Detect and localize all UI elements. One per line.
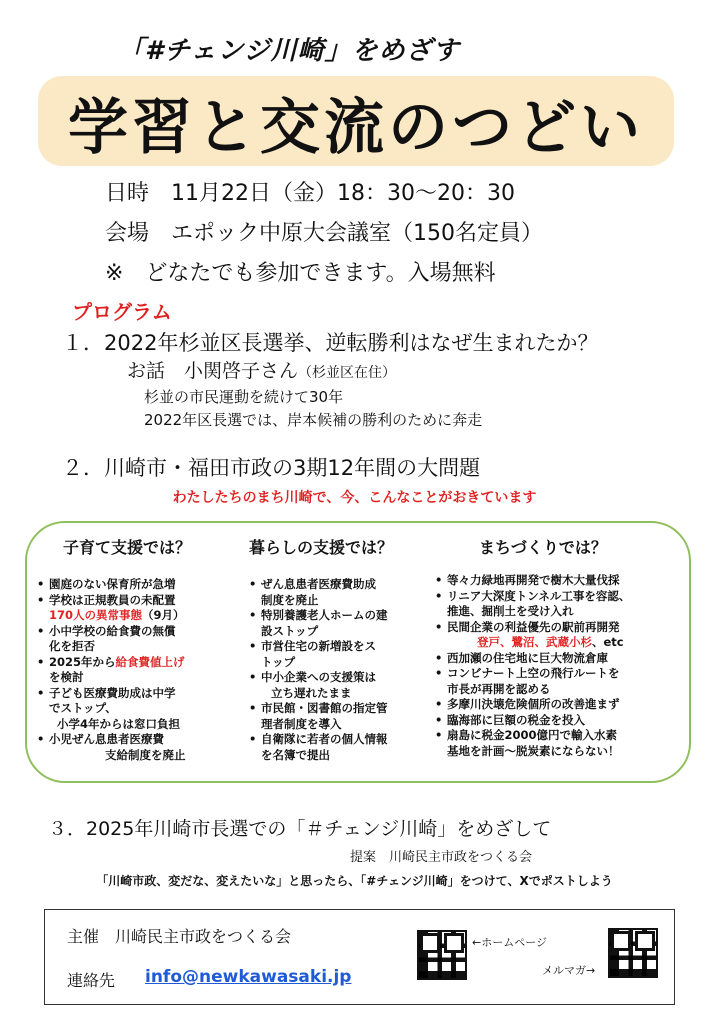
program-item-1: １．2022年杉並区長選挙、逆転勝利はなぜ生まれたか？ <box>62 331 599 355</box>
homepage-qr-code[interactable] <box>417 930 467 980</box>
list-item: • 特別養護老人ホームの建 設ストップ <box>249 608 388 639</box>
list-item: • 学校は正規教員の未配置 170人の異常事態（9月） <box>37 593 186 624</box>
event-subtitle: 「#チェンジ川崎」をめざす <box>118 36 460 66</box>
list-item: • 2025年から給食費値上げ を検討 <box>37 655 186 686</box>
event-datetime: 日時 11月22日（金）18：30～20：30 <box>105 181 515 206</box>
program-item-2: ２．川崎市・福田市政の3期12年間の大問題 <box>62 456 481 480</box>
list-item: • 西加瀬の住宅地に巨大物流倉庫 <box>435 651 630 667</box>
list-item: • ぜん息患者医療費助成 制度を廃止 <box>249 577 388 608</box>
contact-email-link[interactable]: info@newkawasaki.jp <box>145 967 352 987</box>
list-item: • 市民館・図書館の指定管 理者制度を導入 <box>249 701 388 732</box>
speaker-desc-2: 2022年区長選では、岸本候補の勝利のために奔走 <box>144 411 483 429</box>
event-title: 学習と交流のつどい <box>68 93 644 163</box>
list-item: • 民間企業の利益優先の駅前再開発 登戸、鷺沼、武蔵小杉、etc <box>435 620 630 651</box>
list-item: • コンビナート上空の飛行ルートを 市長が再開を認める <box>435 666 630 697</box>
list-item: • 小中学校の給食費の無償 化を拒否 <box>37 624 186 655</box>
list-item: • リニア大深度トンネル工事を容認、 推進、掘削土を受け入れ <box>435 589 630 620</box>
newsletter-qr-code[interactable] <box>608 928 658 978</box>
list-item: • 扇島に税金2000億円で輸入水素 基地を計画～脱炭素にならない！ <box>435 728 630 759</box>
list-item: • 等々力緑地再開発で樹木大量伐採 <box>435 573 630 589</box>
organizer-text: 主催 川崎民主市政をつくる会 <box>67 927 292 946</box>
list-item: • 園庭のない保育所が急増 <box>37 577 186 593</box>
homepage-label: ←ホームページ <box>472 936 547 949</box>
list-item: • 子ども医療費助成は中学 でストップ、 小学4年からは窓口負担 <box>37 686 186 733</box>
list-item: • 自衛隊に若者の個人情報 を名簿で提出 <box>249 732 388 763</box>
list-item: • 小児ぜん息患者医療費 支給制度を廃止 <box>37 732 186 763</box>
list-item: • 多摩川決壊危険個所の改善進まず <box>435 697 630 713</box>
program-item-3: ３．2025年川崎市長選での「＃チェンジ川崎」をめざして <box>48 818 552 840</box>
speaker-name: お話 小関啓子さん <box>127 360 299 382</box>
program-label: プログラム <box>72 300 172 324</box>
footer-note: 「川崎市政、変だな、変えたいな」と思ったら、「#チェンジ川崎」をつけて、Xでポストしよう <box>96 874 613 888</box>
newsletter-label: メルマガ→ <box>542 964 596 977</box>
living-heading: 暮らしの支援では？ <box>249 538 394 557</box>
contact-label: 連絡先 <box>67 971 116 990</box>
speaker-desc-1: 杉並の市民運動を続けて30年 <box>144 388 344 406</box>
event-venue: 会場 エポック中原大会議室（150名定員） <box>105 221 543 246</box>
childcare-heading: 子育て支援では？ <box>63 538 192 557</box>
speaker-residence: （杉並区在住） <box>298 365 397 381</box>
list-item: • 臨海部に巨額の税金を投入 <box>435 713 630 729</box>
list-item: • 市営住宅の新増設をス トップ <box>249 639 388 670</box>
speaker <box>127 356 396 383</box>
event-note: ※ どなたでも参加できます。入場無料 <box>105 261 496 286</box>
town-heading: まちづくりでは？ <box>479 538 607 557</box>
list-item: • 中小企業への支援策は 立ち遅れたまま <box>249 670 388 701</box>
proposal-text: 提案 川崎民主市政をつくる会 <box>350 850 533 865</box>
childcare-list <box>37 577 186 763</box>
issues-panel <box>25 521 691 783</box>
organizer-box <box>44 909 675 1005</box>
callout-text: わたしたちのまち川崎で、今、こんなことがおきています <box>172 490 537 506</box>
living-list <box>249 577 388 763</box>
town-list <box>435 573 630 759</box>
